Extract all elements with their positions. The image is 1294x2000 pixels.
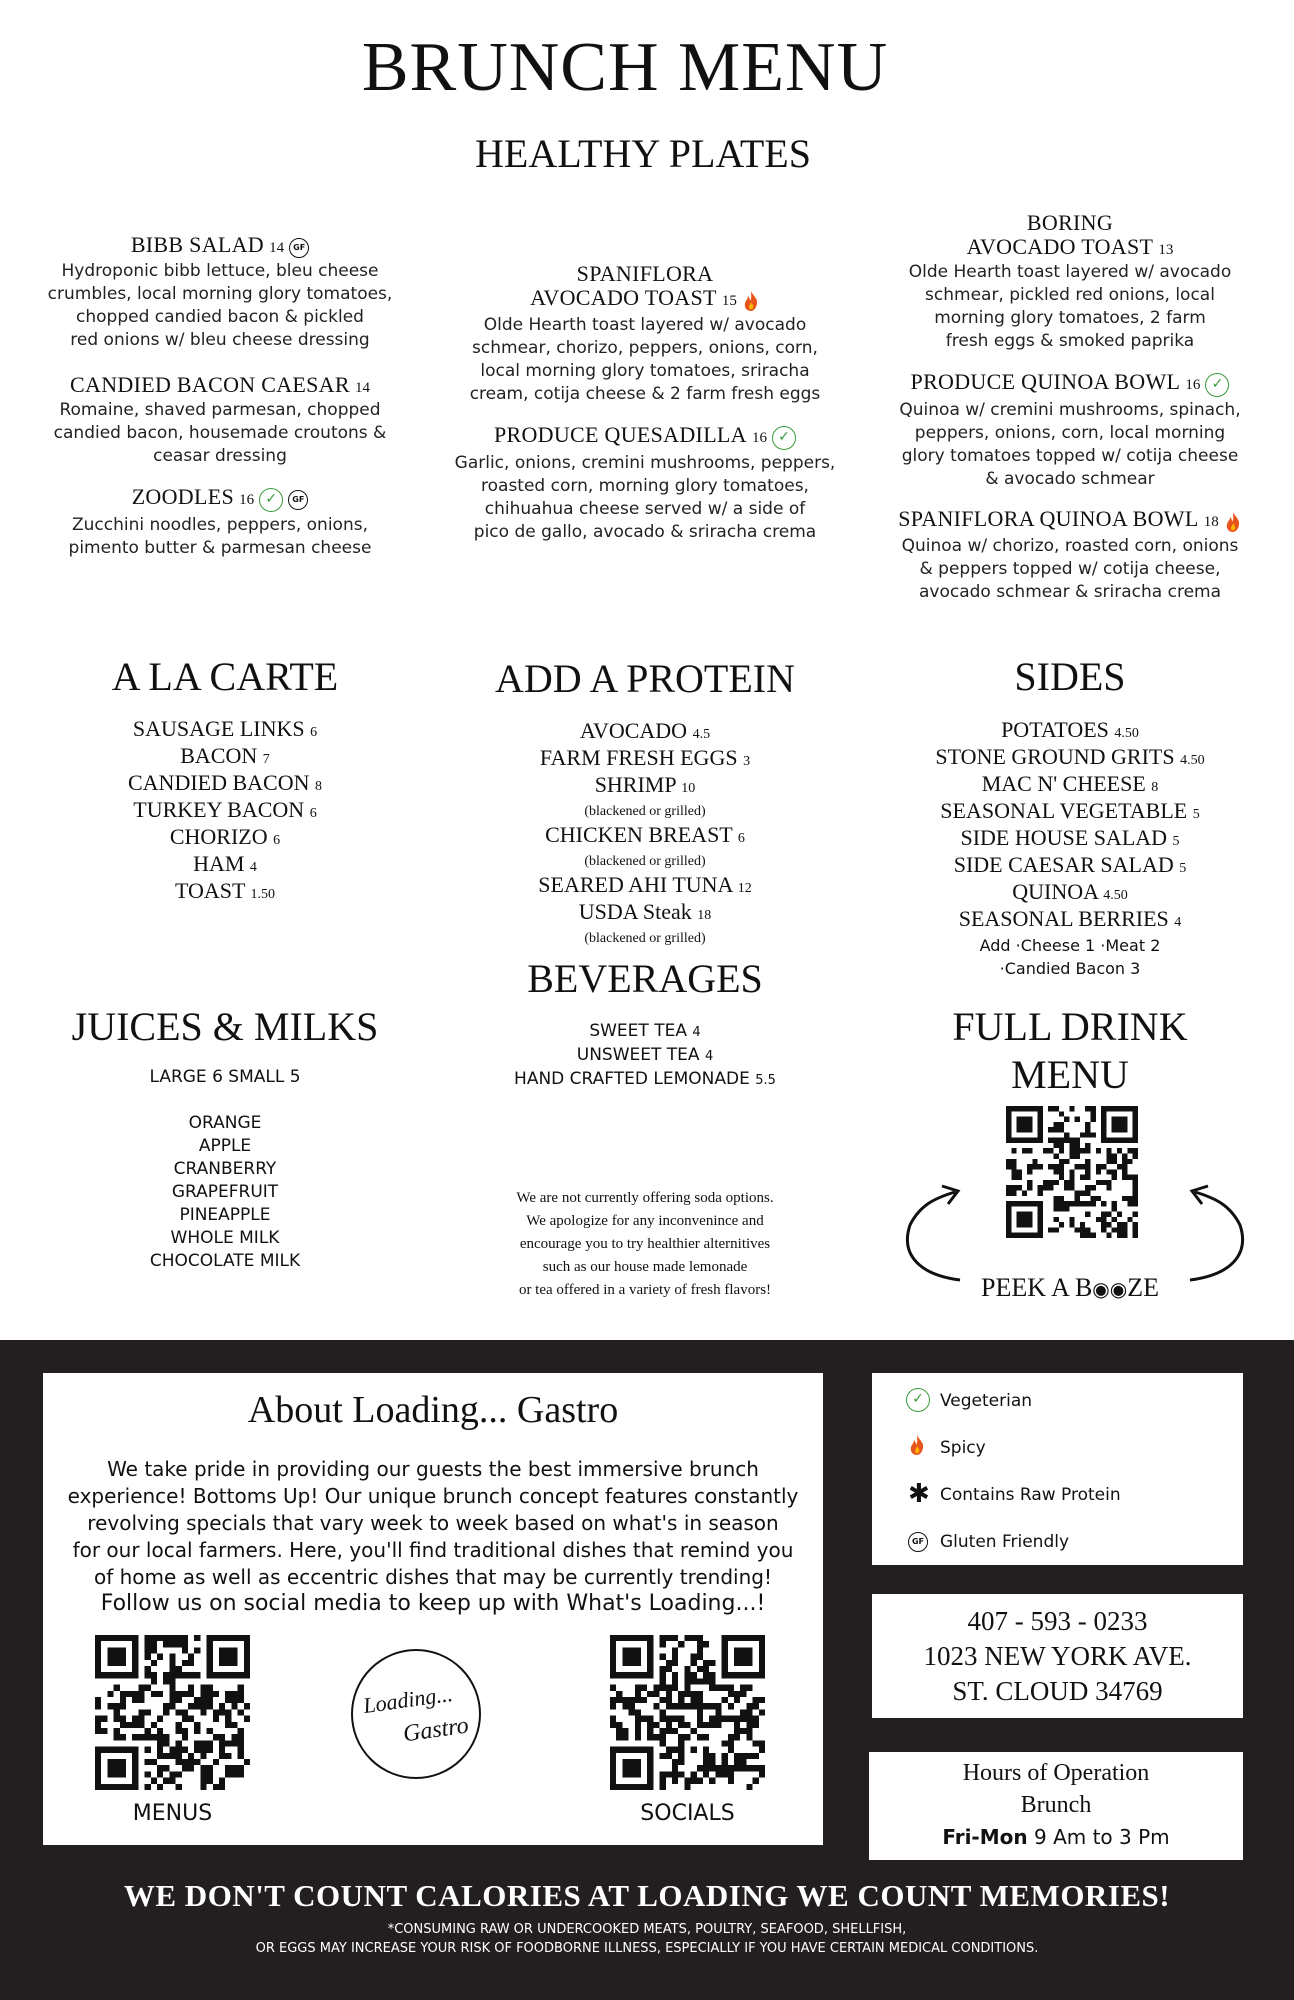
list-item: HAM 4 bbox=[193, 851, 257, 876]
list-item: BACON 7 bbox=[180, 743, 270, 768]
juices-title: JUICES & MILKS bbox=[71, 1004, 379, 1049]
list-item: PINEAPPLE bbox=[179, 1205, 271, 1225]
list-item: POTATOES 4.50 bbox=[1001, 717, 1139, 742]
legend-item: ✓ Vegeterian bbox=[940, 1391, 1032, 1411]
spicy-icon bbox=[1224, 511, 1242, 533]
add-protein-list bbox=[440, 719, 850, 950]
dish-description: Hydroponic bibb lettuce, bleu cheese crumbles, local morning glory tomatoes, chopped candied bacon & pickled red onions w/ bleu cheese dressing bbox=[47, 260, 393, 350]
legend-item: GF Gluten Friendly bbox=[940, 1532, 1069, 1552]
list-item: USDA Steak 18 bbox=[578, 899, 712, 924]
dish-name: PRODUCE QUINOA BOWL bbox=[910, 369, 1181, 394]
dish-name: ZOODLES bbox=[131, 484, 235, 509]
dish-spaniflora-avocado-toast bbox=[440, 262, 850, 406]
hours-times: Fri-Mon 9 Am to 3 Pm bbox=[942, 1825, 1170, 1849]
list-item: CHORIZO 6 bbox=[169, 824, 281, 849]
dish-price: 13 bbox=[1158, 242, 1174, 258]
slogan: WE DON'T COUNT CALORIES AT LOADING WE COUNT MEMORIES! bbox=[123, 1878, 1171, 1913]
peek-a-booze: PEEK A B◉◉ZE bbox=[981, 1273, 1159, 1302]
vegetarian-icon: ✓ bbox=[906, 1388, 930, 1412]
dish-description: Quinoa w/ chorizo, roasted corn, onions & peppers topped w/ cotija cheese, avocado schmear & sriracha crema bbox=[901, 535, 1239, 602]
contact-box bbox=[872, 1594, 1243, 1718]
protein-note: (blackened or grilled) bbox=[584, 804, 706, 819]
sides-title: SIDES bbox=[1014, 654, 1126, 699]
vegetarian-icon: ✓ bbox=[259, 488, 283, 512]
dish-name: SPANIFLORA QUINOA BOWL bbox=[898, 506, 1199, 531]
juices-list bbox=[30, 1112, 420, 1273]
list-item: CHOCOLATE MILK bbox=[149, 1251, 301, 1271]
legend-item: Spicy bbox=[940, 1438, 986, 1458]
list-item: SIDE HOUSE SALAD 5 bbox=[960, 825, 1180, 850]
menus-label: MENUS bbox=[132, 1801, 213, 1826]
list-item: STONE GROUND GRITS 4.50 bbox=[935, 744, 1205, 769]
gluten-friendly-icon: GF bbox=[289, 238, 309, 258]
protein-note: (blackened or grilled) bbox=[584, 931, 706, 946]
list-item: CRANBERRY bbox=[173, 1159, 277, 1179]
dish-boring-avocado-toast bbox=[880, 211, 1260, 353]
dish-price: 16 bbox=[751, 430, 767, 446]
page-title: BRUNCH MENU bbox=[361, 29, 889, 106]
dish-description: Zucchini noodles, peppers, onions, pimento butter & parmesan cheese bbox=[68, 514, 372, 558]
dish-name-line2: AVOCADO TOAST bbox=[530, 285, 717, 310]
info-section bbox=[0, 1340, 1294, 2000]
juice-sizes: LARGE 6 SMALL 5 bbox=[149, 1067, 301, 1087]
add-protein-title: ADD A PROTEIN bbox=[494, 656, 796, 701]
dish-name-line1: SPANIFLORA bbox=[576, 261, 714, 286]
list-item: ORANGE bbox=[188, 1113, 262, 1133]
list-item: HAND CRAFTED LEMONADE 5.5 bbox=[514, 1069, 776, 1089]
list-item: SAUSAGE LINKS 6 bbox=[132, 716, 318, 741]
about-title: About Loading... Gastro bbox=[247, 1389, 619, 1431]
beverages-title: BEVERAGES bbox=[527, 956, 763, 1001]
loading-gastro-logo: Loading... Gastro bbox=[351, 1649, 481, 1779]
list-item: APPLE bbox=[198, 1136, 252, 1156]
list-item: MAC N' CHEESE 8 bbox=[981, 771, 1159, 796]
a-la-carte-list bbox=[30, 717, 420, 906]
list-item: SHRIMP 10 bbox=[594, 772, 696, 797]
list-item: WHOLE MILK bbox=[170, 1228, 280, 1248]
disclaimer-line1: *CONSUMING RAW OR UNDERCOOKED MEATS, POULTRY, SEAFOOD, SHELLFISH, bbox=[387, 1922, 907, 1937]
disclaimer-line2: OR EGGS MAY INCREASE YOUR RISK OF FOODBORNE ILLNESS, ESPECIALLY IF YOU HAVE CERTAIN MEDICAL CONDITIONS. bbox=[255, 1941, 1039, 1956]
address-line2: ST. CLOUD 34769 bbox=[952, 1676, 1163, 1706]
phone-number[interactable]: 407 - 593 - 0233 bbox=[967, 1606, 1148, 1636]
dish-description: Garlic, onions, cremini mushrooms, peppers, roasted corn, morning glory tomatoes, chihuahua cheese served w/ a side of pico de gallo, avocado & sriracha crema bbox=[454, 452, 836, 542]
spicy-icon bbox=[742, 290, 760, 312]
about-box bbox=[43, 1373, 823, 1845]
spicy-icon bbox=[908, 1434, 926, 1456]
dish-description: Romaine, shaved parmesan, chopped candied bacon, housemade croutons & ceasar dressing bbox=[53, 400, 387, 466]
dish-name: CANDIED BACON CAESAR bbox=[70, 372, 350, 397]
list-item: AVOCADO 4.5 bbox=[579, 718, 711, 743]
hours-subtitle: Brunch bbox=[1020, 1792, 1092, 1818]
dish-name: PRODUCE QUESADILLA bbox=[493, 422, 747, 447]
dish-price: 14 bbox=[269, 240, 285, 256]
healthy-plates-title: HEALTHY PLATES bbox=[475, 131, 811, 176]
protein-note: (blackened or grilled) bbox=[584, 854, 706, 869]
soda-notice: We are not currently offering soda options. We apologize for any inconvenince and encourage you to try healthier alternitives such as our house made lemonade or tea offered in a variety of fresh flavors! bbox=[516, 1190, 774, 1298]
dish-price: 15 bbox=[721, 293, 737, 309]
sides-add-line2: ·Candied Bacon 3 bbox=[999, 959, 1141, 978]
dish-price: 14 bbox=[354, 380, 370, 396]
dish-produce-quesadilla bbox=[440, 423, 850, 544]
dish-bibb-salad bbox=[40, 233, 400, 352]
list-item: TURKEY BACON 6 bbox=[133, 797, 317, 822]
address-line1: 1023 NEW YORK AVE. bbox=[923, 1641, 1192, 1671]
list-item: CHICKEN BREAST 6 bbox=[545, 822, 745, 847]
vegetarian-icon: ✓ bbox=[1205, 373, 1229, 397]
socials-label: SOCIALS bbox=[640, 1801, 735, 1826]
gluten-friendly-icon: GF bbox=[288, 490, 308, 510]
dish-price: 18 bbox=[1203, 514, 1219, 530]
dish-description: Olde Hearth toast layered w/ avocado schmear, chorizo, peppers, onions, corn, local morning glory tomatoes, sriracha cream, cotija cheese & 2 farm fresh eggs bbox=[469, 314, 821, 404]
dish-zoodles bbox=[40, 485, 400, 560]
dish-name-line2: AVOCADO TOAST bbox=[966, 234, 1154, 259]
list-item: FARM FRESH EGGS 3 bbox=[539, 745, 751, 770]
list-item: GRAPEFRUIT bbox=[171, 1182, 279, 1202]
dish-produce-quinoa-bowl bbox=[880, 370, 1260, 491]
follow-text: Follow us on social media to keep up with What's Loading...! bbox=[100, 1591, 766, 1616]
beverages-list bbox=[440, 1020, 850, 1092]
list-item: TOAST 1.50 bbox=[174, 878, 276, 903]
list-item: SIDE CAESAR SALAD 5 bbox=[953, 852, 1187, 877]
socials-qr-code[interactable] bbox=[610, 1635, 765, 1790]
about-body: We take pride in providing our guests the best immersive brunch experience! Bottoms Up! Our unique brunch concept features constantly revolving specials that vary week to week based on what's in season for our local farmers. Here, you'll find traditional dishes that remind you of home as well as eccentric dishes that may be currently trending! bbox=[67, 1457, 799, 1589]
hours-box bbox=[869, 1752, 1243, 1860]
legend-box bbox=[872, 1373, 1243, 1565]
hours-title: Hours of Operation bbox=[962, 1760, 1150, 1786]
legend-item: ✱ Contains Raw Protein bbox=[908, 1479, 1121, 1509]
list-item: QUINOA 4.50 bbox=[1012, 879, 1128, 904]
gluten-friendly-icon: GF bbox=[908, 1532, 928, 1552]
a-la-carte-title: A LA CARTE bbox=[111, 654, 339, 699]
sides-list bbox=[880, 718, 1260, 980]
dish-price: 16 bbox=[239, 492, 255, 508]
dish-description: Olde Hearth toast layered w/ avocado schmear, pickled red onions, local morning glory tomatoes, 2 farm fresh eggs & smoked paprika bbox=[908, 262, 1232, 351]
list-item: UNSWEET TEA 4 bbox=[576, 1045, 714, 1065]
dish-description: Quinoa w/ cremini mushrooms, spinach, peppers, onions, corn, local morning glory tomatoes topped w/ cotija cheese & avocado schmear bbox=[899, 399, 1241, 489]
dish-spaniflora-quinoa-bowl bbox=[870, 507, 1270, 604]
list-item: SWEET TEA 4 bbox=[589, 1021, 701, 1041]
list-item: SEASONAL BERRIES 4 bbox=[958, 906, 1182, 931]
list-item: SEASONAL VEGETABLE 5 bbox=[940, 798, 1200, 823]
dish-price: 16 bbox=[1185, 377, 1201, 393]
raw-protein-icon: ✱ bbox=[908, 1479, 930, 1509]
dish-candied-bacon-caesar bbox=[40, 373, 400, 468]
menus-qr-code[interactable] bbox=[95, 1635, 250, 1790]
drink-menu-qr-code[interactable] bbox=[1006, 1106, 1138, 1238]
eyes-icon: ◉◉ bbox=[1092, 1279, 1128, 1301]
list-item: CANDIED BACON 8 bbox=[128, 770, 322, 795]
dish-name-line1: BORING bbox=[1026, 210, 1114, 235]
full-drink-menu-title: FULL DRINK MENU bbox=[952, 1004, 1188, 1097]
list-item: SEARED AHI TUNA 12 bbox=[538, 872, 752, 897]
sides-add-line1: Add ·Cheese 1 ·Meat 2 bbox=[979, 936, 1161, 955]
vegetarian-icon: ✓ bbox=[772, 426, 796, 450]
dish-name: BIBB SALAD bbox=[130, 232, 264, 257]
